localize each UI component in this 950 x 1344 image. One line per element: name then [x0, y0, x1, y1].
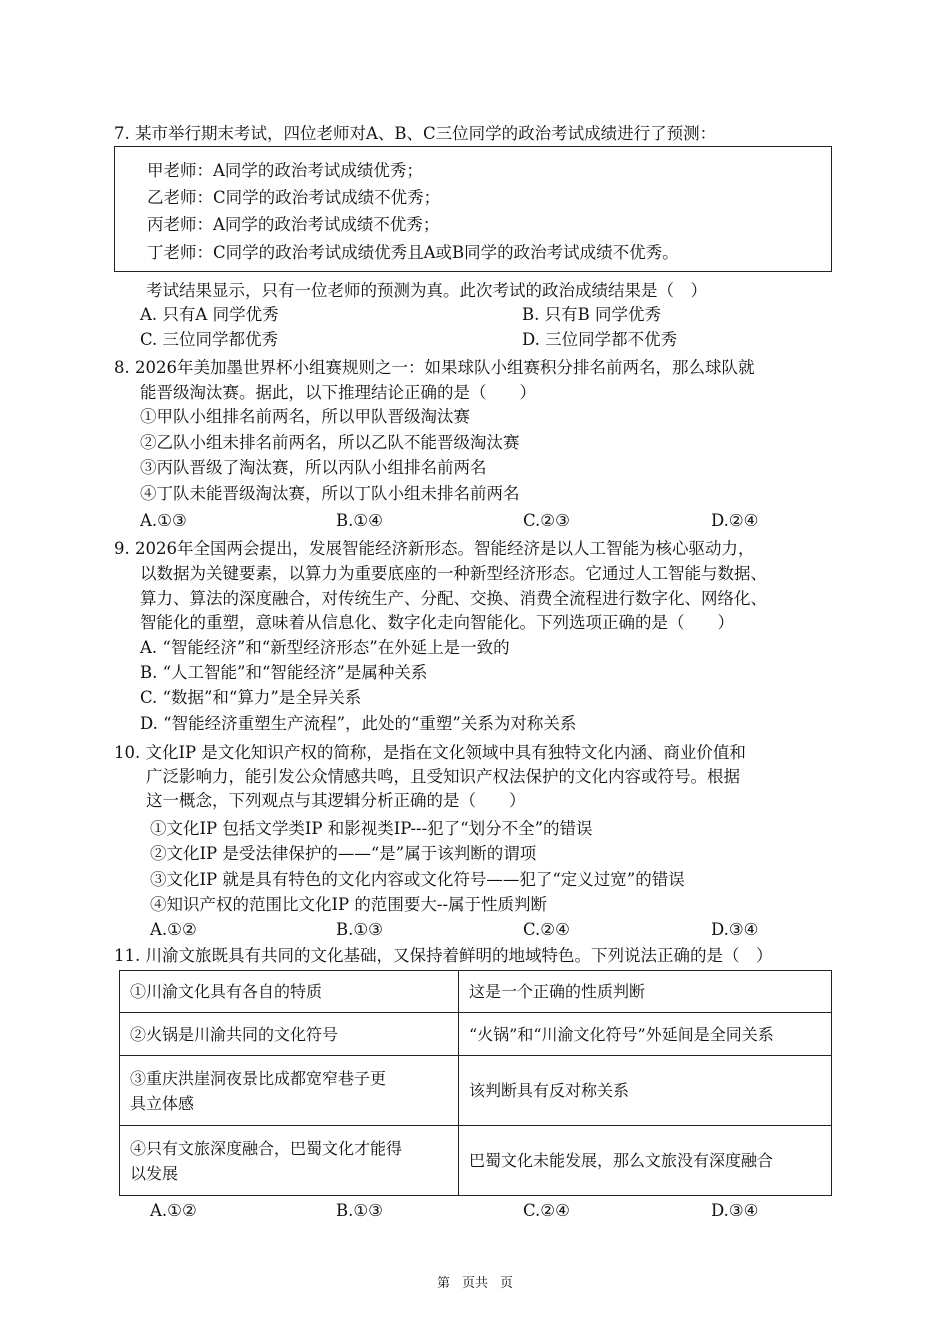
table-cell: “火锅”和“川渝文化符号”外延间是全同关系 [459, 1013, 832, 1056]
table-cell: 巴蜀文化未能发展，那么文旅没有深度融合 [459, 1126, 832, 1196]
q7-option-d: D. 三位同学都不优秀 [522, 330, 678, 349]
q7-stem: 7. 某市举行期末考试，四位老师对A、B、C三位同学的政治考试成绩进行了预测： [114, 124, 717, 143]
q11-option-d: D.③④ [711, 1201, 759, 1220]
q8-option-d: D.②④ [711, 511, 759, 530]
q7-box-line: 甲老师：A同学的政治考试成绩优秀； [147, 161, 423, 180]
q9-option-d: D. “智能经济重塑生产流程”，此处的“重塑”关系为对称关系 [140, 714, 577, 733]
table-row [120, 1013, 832, 1056]
table-row [120, 1126, 832, 1196]
q11-option-b: B.①③ [336, 1201, 383, 1220]
q10-item: ①文化IP 包括文学类IP 和影视类IP---犯了“划分不全”的错误 [150, 819, 593, 838]
q8-stem: 8. 2026年美加墨世界杯小组赛规则之一：如果球队小组赛积分排名前两名，那么球队就 [114, 358, 755, 377]
q8-item: ③丙队晋级了淘汰赛，所以丙队小组排名前两名 [140, 458, 487, 477]
q10-item: ④知识产权的范围比文化IP 的范围要大--属于性质判断 [150, 895, 548, 914]
table-cell: 该判断具有反对称关系 [459, 1056, 832, 1126]
q7-prediction-box [114, 146, 832, 272]
q8-stem: 能晋级淘汰赛。据此，以下推理结论正确的是（ ） [140, 383, 536, 402]
q7-option-a: A. 只有A 同学优秀 [140, 305, 279, 324]
table-cell: ③重庆洪崖洞夜景比成都宽窄巷子更 具立体感 [120, 1056, 459, 1126]
q7-option-c: C. 三位同学都优秀 [140, 330, 279, 349]
q10-option-d: D.③④ [711, 920, 759, 939]
q10-stem: 10. 文化IP 是文化知识产权的简称，是指在文化领域中具有独特文化内涵、商业价值和 [114, 743, 746, 762]
q9-stem: 以数据为关键要素，以算力为重要底座的一种新型经济形态。它通过人工智能与数据、 [140, 564, 767, 583]
q11-option-c: C.②④ [523, 1201, 570, 1220]
q7-box-line: 丙老师：A同学的政治考试成绩不优秀； [147, 215, 440, 234]
q9-option-c: C. “数据”和“算力”是全异关系 [140, 688, 362, 707]
q11-stem: 11. 川渝文旅既具有共同的文化基础，又保持着鲜明的地域特色。下列说法正确的是（ ） [114, 946, 773, 965]
q8-item: ④丁队未能晋级淘汰赛，所以丁队小组未排名前两名 [140, 484, 520, 503]
q7-box-line: 丁老师：C同学的政治考试成绩优秀且A或B同学的政治考试成绩不优秀。 [147, 243, 679, 262]
q9-stem: 算力、算法的深度融合，对传统生产、分配、交换、消费全流程进行数字化、网络化、 [140, 589, 767, 608]
table-cell: ②火锅是川渝共同的文化符号 [120, 1013, 459, 1056]
table-cell: ①川渝文化具有各自的特质 [120, 971, 459, 1013]
q10-option-b: B.①③ [336, 920, 383, 939]
q7-box-line: 乙老师：C同学的政治考试成绩不优秀； [147, 188, 441, 207]
q8-option-c: C.②③ [523, 511, 570, 530]
page-footer: 第 页共 页 [436, 1276, 514, 1291]
q9-option-b: B. “人工智能”和“智能经济”是属种关系 [140, 663, 428, 682]
q11-option-a: A.①② [150, 1201, 197, 1220]
table-cell: 这是一个正确的性质判断 [459, 971, 832, 1013]
q8-item: ①甲队小组排名前两名，所以甲队晋级淘汰赛 [140, 407, 470, 426]
q9-stem: 智能化的重塑，意味着从信息化、数字化走向智能化。下列选项正确的是（ ） [140, 613, 734, 632]
table-cell: ④只有文旅深度融合，巴蜀文化才能得 以发展 [120, 1126, 459, 1196]
table-row [120, 971, 832, 1013]
q9-option-a: A. “智能经济”和“新型经济形态”在外延上是一致的 [140, 638, 510, 657]
q8-item: ②乙队小组未排名前两名，所以乙队不能晋级淘汰赛 [140, 433, 520, 452]
q8-option-b: B.①④ [336, 511, 383, 530]
table-row [120, 1056, 832, 1126]
q10-option-c: C.②④ [523, 920, 570, 939]
q7-after: 考试结果显示，只有一位老师的预测为真。此次考试的政治成绩结果是（ ） [146, 281, 707, 300]
q7-option-b: B. 只有B 同学优秀 [522, 305, 661, 324]
q10-item: ②文化IP 是受法律保护的——“是”属于该判断的谓项 [150, 844, 537, 863]
q9-stem: 9. 2026年全国两会提出，发展智能经济新形态。智能经济是以人工智能为核心驱动力， [114, 539, 755, 558]
q8-option-a: A.①③ [140, 511, 187, 530]
q10-option-a: A.①② [150, 920, 197, 939]
q10-stem: 这一概念，下列观点与其逻辑分析正确的是（ ） [146, 791, 526, 810]
q10-item: ③文化IP 就是具有特色的文化内容或文化符号——犯了“定义过宽”的错误 [150, 870, 685, 889]
q11-table [119, 970, 832, 1196]
q10-stem: 广泛影响力，能引发公众情感共鸣，且受知识产权法保护的文化内容或符号。根据 [146, 767, 740, 786]
